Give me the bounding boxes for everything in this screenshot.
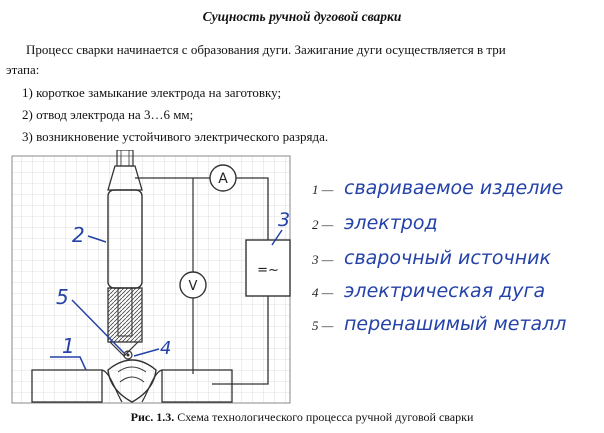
step-3: 3) возникновение устойчивого электрического разряда.	[22, 129, 329, 144]
legend-text-1: свариваемое изделие	[344, 177, 564, 199]
caption-number: Рис. 1.3.	[130, 410, 175, 424]
electrode-coating	[108, 288, 142, 342]
legend-num-5: 5 —	[312, 318, 334, 333]
figure-caption	[0, 410, 604, 425]
welding-diagram	[10, 150, 595, 405]
legend-num-2: 2 —	[312, 217, 334, 232]
legend-num-1: 1 —	[312, 182, 334, 197]
power-source-symbol: =~	[257, 263, 279, 278]
voltmeter-symbol: V	[188, 279, 198, 294]
paragraph-line-2: этапа:	[6, 62, 40, 77]
label-1: 1	[62, 334, 75, 358]
ammeter-symbol: A	[218, 171, 228, 187]
caption-text: Схема технологического процесса ручной дуговой сварки	[177, 410, 474, 424]
label-4: 4	[160, 338, 172, 359]
legend-num-3: 3 —	[312, 252, 334, 267]
document-title: Сущность ручной дуговой сварки	[202, 9, 402, 24]
legend-text-5: перенашимый металл	[344, 313, 567, 335]
label-5: 5	[56, 285, 69, 309]
label-2: 2	[72, 223, 85, 247]
legend-text-3: сварочный источник	[344, 247, 551, 269]
label-3: 3	[278, 209, 291, 231]
step-2: 2) отвод электрода на 3…6 мм;	[22, 107, 194, 122]
paragraph-line-1: Процесс сварки начинается с образования дуги. Зажигание дуги осуществляется в три	[26, 42, 506, 57]
legend-text-2: электрод	[344, 212, 438, 234]
legend-text-4: электрическая дуга	[344, 280, 546, 302]
legend-num-4: 4 —	[312, 285, 334, 300]
legend	[311, 177, 566, 335]
step-1: 1) короткое замыкание электрода на заготовку;	[22, 85, 282, 100]
